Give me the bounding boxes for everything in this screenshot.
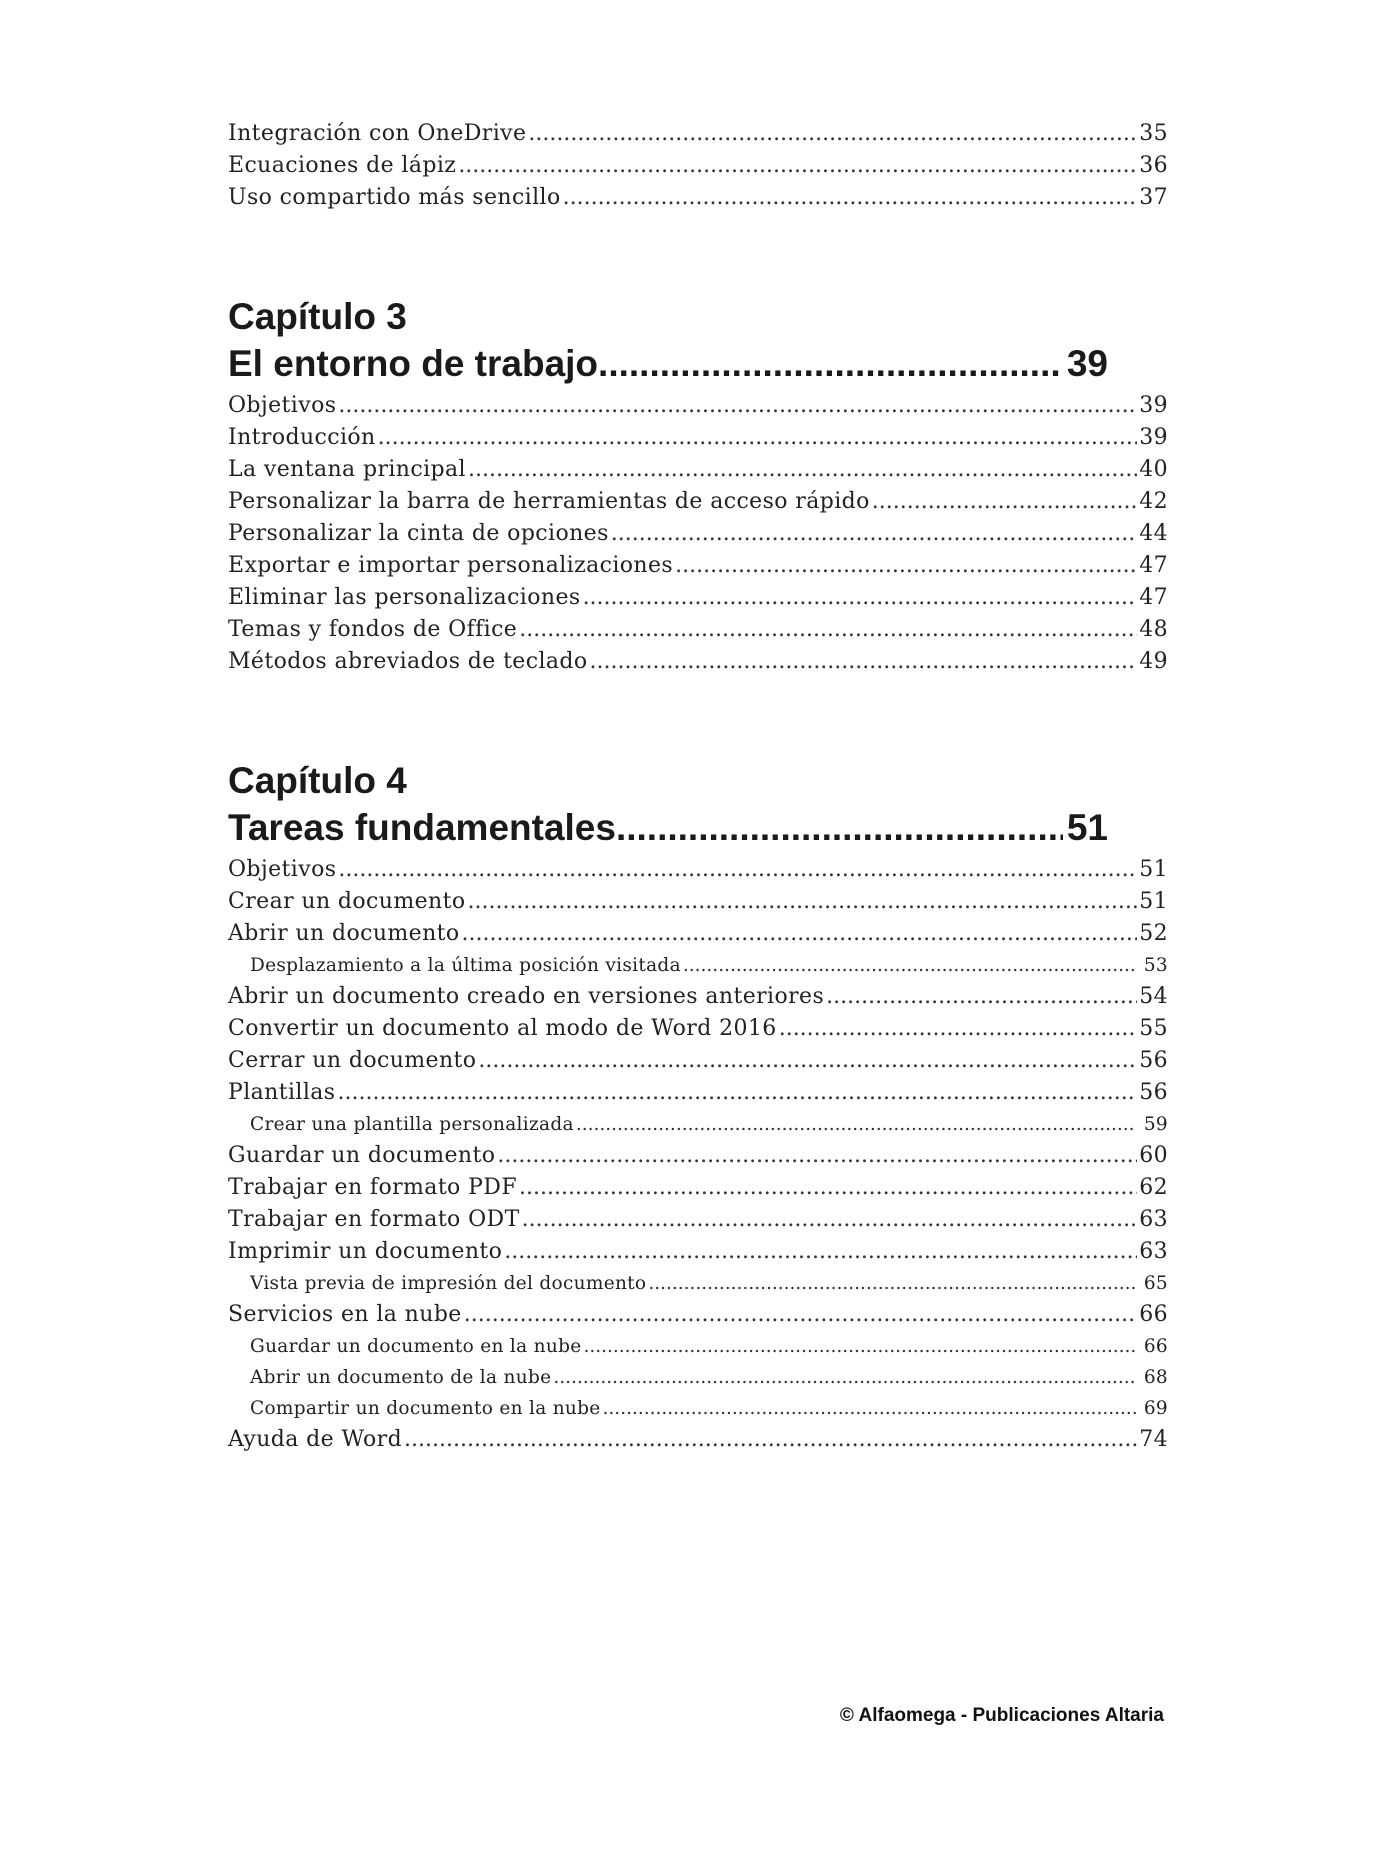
leader-dots [528,118,1137,150]
leader-dots [497,1140,1137,1172]
toc-entry-title: Guardar un documento [228,1143,496,1168]
toc-entry-page: 54 [1139,984,1168,1009]
leader-dots [504,1236,1137,1268]
toc-entry [228,1013,1168,1045]
chapter-label: Capítulo 4 [228,760,407,801]
toc-entry-title: Abrir un documento creado en versiones anteriores [228,984,825,1009]
toc-entry-title: Exportar e importar personalizaciones [228,553,674,578]
toc-entry-page: 44 [1139,521,1168,546]
toc-entry [228,1204,1168,1236]
toc-entry [228,454,1168,486]
toc-entry [228,390,1168,422]
publisher-footer: © Alfaomega - Publicaciones Altaria [839,1705,1164,1726]
toc-entry-page: 56 [1139,1080,1168,1105]
leader-dots [404,1424,1137,1456]
leader-dots [826,981,1137,1013]
leader-dots [519,614,1137,646]
leader-dots [467,886,1137,918]
toc-entry-title: Ecuaciones de lápiz [228,153,457,178]
leader-dots [553,1362,1136,1393]
toc-entry [228,646,1168,678]
chapter-4-entries [228,854,1168,1456]
toc-subentry [228,1393,1168,1424]
chapter-4 [228,758,1168,1456]
chapter-title [228,340,1108,390]
leader-dots [648,1268,1136,1299]
chapter-page-number: 39 [1066,343,1108,384]
toc-entry-page: 52 [1139,921,1168,946]
leader-dots [616,804,1063,852]
toc-entry-page: 37 [1139,185,1168,210]
leader-dots [683,950,1136,981]
toc-entry-title: Personalizar la cinta de opciones [228,521,609,546]
leader-dots [338,390,1137,422]
toc-entry-page: 62 [1139,1175,1168,1200]
toc-subentry [228,1331,1168,1362]
toc-entry [228,518,1168,550]
toc-entry-page: 65 [1143,1273,1168,1294]
toc-entry-page: 40 [1139,457,1168,482]
toc-entry-title: Guardar un documento en la nube [250,1336,582,1357]
toc-entry-title: Introducción [228,425,376,450]
toc-entry-page: 66 [1143,1336,1168,1357]
toc-entry-page: 35 [1139,121,1168,146]
leader-dots [464,1299,1137,1331]
toc-entry-title: Trabajar en formato ODT [228,1207,520,1232]
chapter-title [228,804,1108,854]
toc-entry-page: 53 [1143,955,1168,976]
leader-dots [611,518,1137,550]
chapter-title-text: Tareas fundamentales [228,807,616,848]
leader-dots [378,422,1138,454]
toc-entry-page: 51 [1139,889,1168,914]
toc-entry [228,1236,1168,1268]
leader-dots [338,854,1137,886]
toc-entry-title: Crear una plantilla personalizada [250,1114,574,1135]
toc-entry-page: 59 [1143,1114,1168,1135]
toc-entry-page: 55 [1139,1016,1168,1041]
leader-dots [468,454,1137,486]
toc-entry-title: Uso compartido más sencillo [228,185,561,210]
leader-dots [872,486,1137,518]
toc-entry-title: Ayuda de Word [228,1427,403,1452]
toc-entry-title: La ventana principal [228,457,466,482]
toc-entry [228,582,1168,614]
toc-entry-title: Vista previa de impresión del documento [250,1273,647,1294]
toc-entry [228,981,1168,1013]
toc-entry [228,150,1168,182]
toc-entry-title: Cerrar un documento [228,1048,477,1073]
toc-entry-page: 56 [1139,1048,1168,1073]
leader-dots [519,1172,1137,1204]
toc-entry-title: Integración con OneDrive [228,121,527,146]
toc-entry-page: 68 [1143,1367,1168,1388]
leader-dots [522,1204,1138,1236]
toc-entry [228,1424,1168,1456]
leader-dots [462,918,1138,950]
toc-entry [228,486,1168,518]
toc-entry [228,182,1168,214]
toc-entry-title: Servicios en la nube [228,1302,462,1327]
toc-entry-title: Compartir un documento en la nube [250,1398,601,1419]
chapter-label: Capítulo 3 [228,296,407,337]
toc-entry-title: Imprimir un documento [228,1239,503,1264]
leader-dots [598,340,1063,388]
toc-entry-page: 60 [1139,1143,1168,1168]
leader-dots [675,550,1137,582]
toc-entry-page: 49 [1139,649,1168,674]
leader-dots [590,646,1138,678]
toc-entry [228,1077,1168,1109]
chapter-3 [228,294,1168,678]
toc-subentry [228,1109,1168,1140]
toc-entry-title: Desplazamiento a la última posición visitada [250,955,681,976]
leader-dots [478,1045,1137,1077]
toc-entry-page: 48 [1139,617,1168,642]
toc-section-previous [228,118,1168,214]
leader-dots [583,1331,1136,1362]
leader-dots [779,1013,1138,1045]
toc-entry [228,118,1168,150]
toc-entry-page: 69 [1143,1398,1168,1419]
toc-entry [228,918,1168,950]
leader-dots [603,1393,1136,1424]
toc-entry-title: Trabajar en formato PDF [228,1175,518,1200]
chapter-3-entries [228,390,1168,678]
toc-entry-page: 74 [1139,1427,1168,1452]
toc-entry-page: 47 [1139,553,1168,578]
leader-dots [563,182,1138,214]
toc-entry-title: Temas y fondos de Office [228,617,518,642]
leader-dots [337,1077,1137,1109]
toc-entry [228,1172,1168,1204]
toc-entry-title: Plantillas [228,1080,336,1105]
toc-entry [228,1299,1168,1331]
toc-entry-page: 39 [1139,425,1168,450]
toc-entry-title: Abrir un documento de la nube [250,1367,552,1388]
toc-entry [228,1045,1168,1077]
toc-entry-page: 42 [1139,489,1168,514]
toc-entry [228,614,1168,646]
toc-entry-title: Convertir un documento al modo de Word 2016 [228,1016,777,1041]
toc-entry-page: 63 [1139,1239,1168,1264]
toc-entry-page: 36 [1139,153,1168,178]
table-of-contents [228,118,1168,1456]
chapter-page-number: 51 [1066,807,1108,848]
toc-subentry [228,1362,1168,1393]
toc-entry [228,854,1168,886]
toc-entry-title: Objetivos [228,393,337,418]
toc-entry-title: Personalizar la barra de herramientas de acceso rápido [228,489,870,514]
toc-entry [228,886,1168,918]
toc-entry-page: 47 [1139,585,1168,610]
toc-entry-title: Crear un documento [228,889,466,914]
toc-entry-title: Eliminar las personalizaciones [228,585,581,610]
toc-entry-title: Métodos abreviados de teclado [228,649,588,674]
toc-entry-title: Abrir un documento [228,921,460,946]
toc-entry-page: 66 [1139,1302,1168,1327]
leader-dots [583,582,1138,614]
toc-entry [228,422,1168,454]
toc-entry [228,1140,1168,1172]
leader-dots [576,1109,1136,1140]
toc-entry-page: 51 [1139,857,1168,882]
leader-dots [458,150,1137,182]
toc-entry-title: Objetivos [228,857,337,882]
toc-entry-page: 39 [1139,393,1168,418]
toc-subentry [228,1268,1168,1299]
toc-entry-page: 63 [1139,1207,1168,1232]
toc-entry [228,550,1168,582]
chapter-title-text: El entorno de trabajo [228,343,599,384]
toc-subentry [228,950,1168,981]
